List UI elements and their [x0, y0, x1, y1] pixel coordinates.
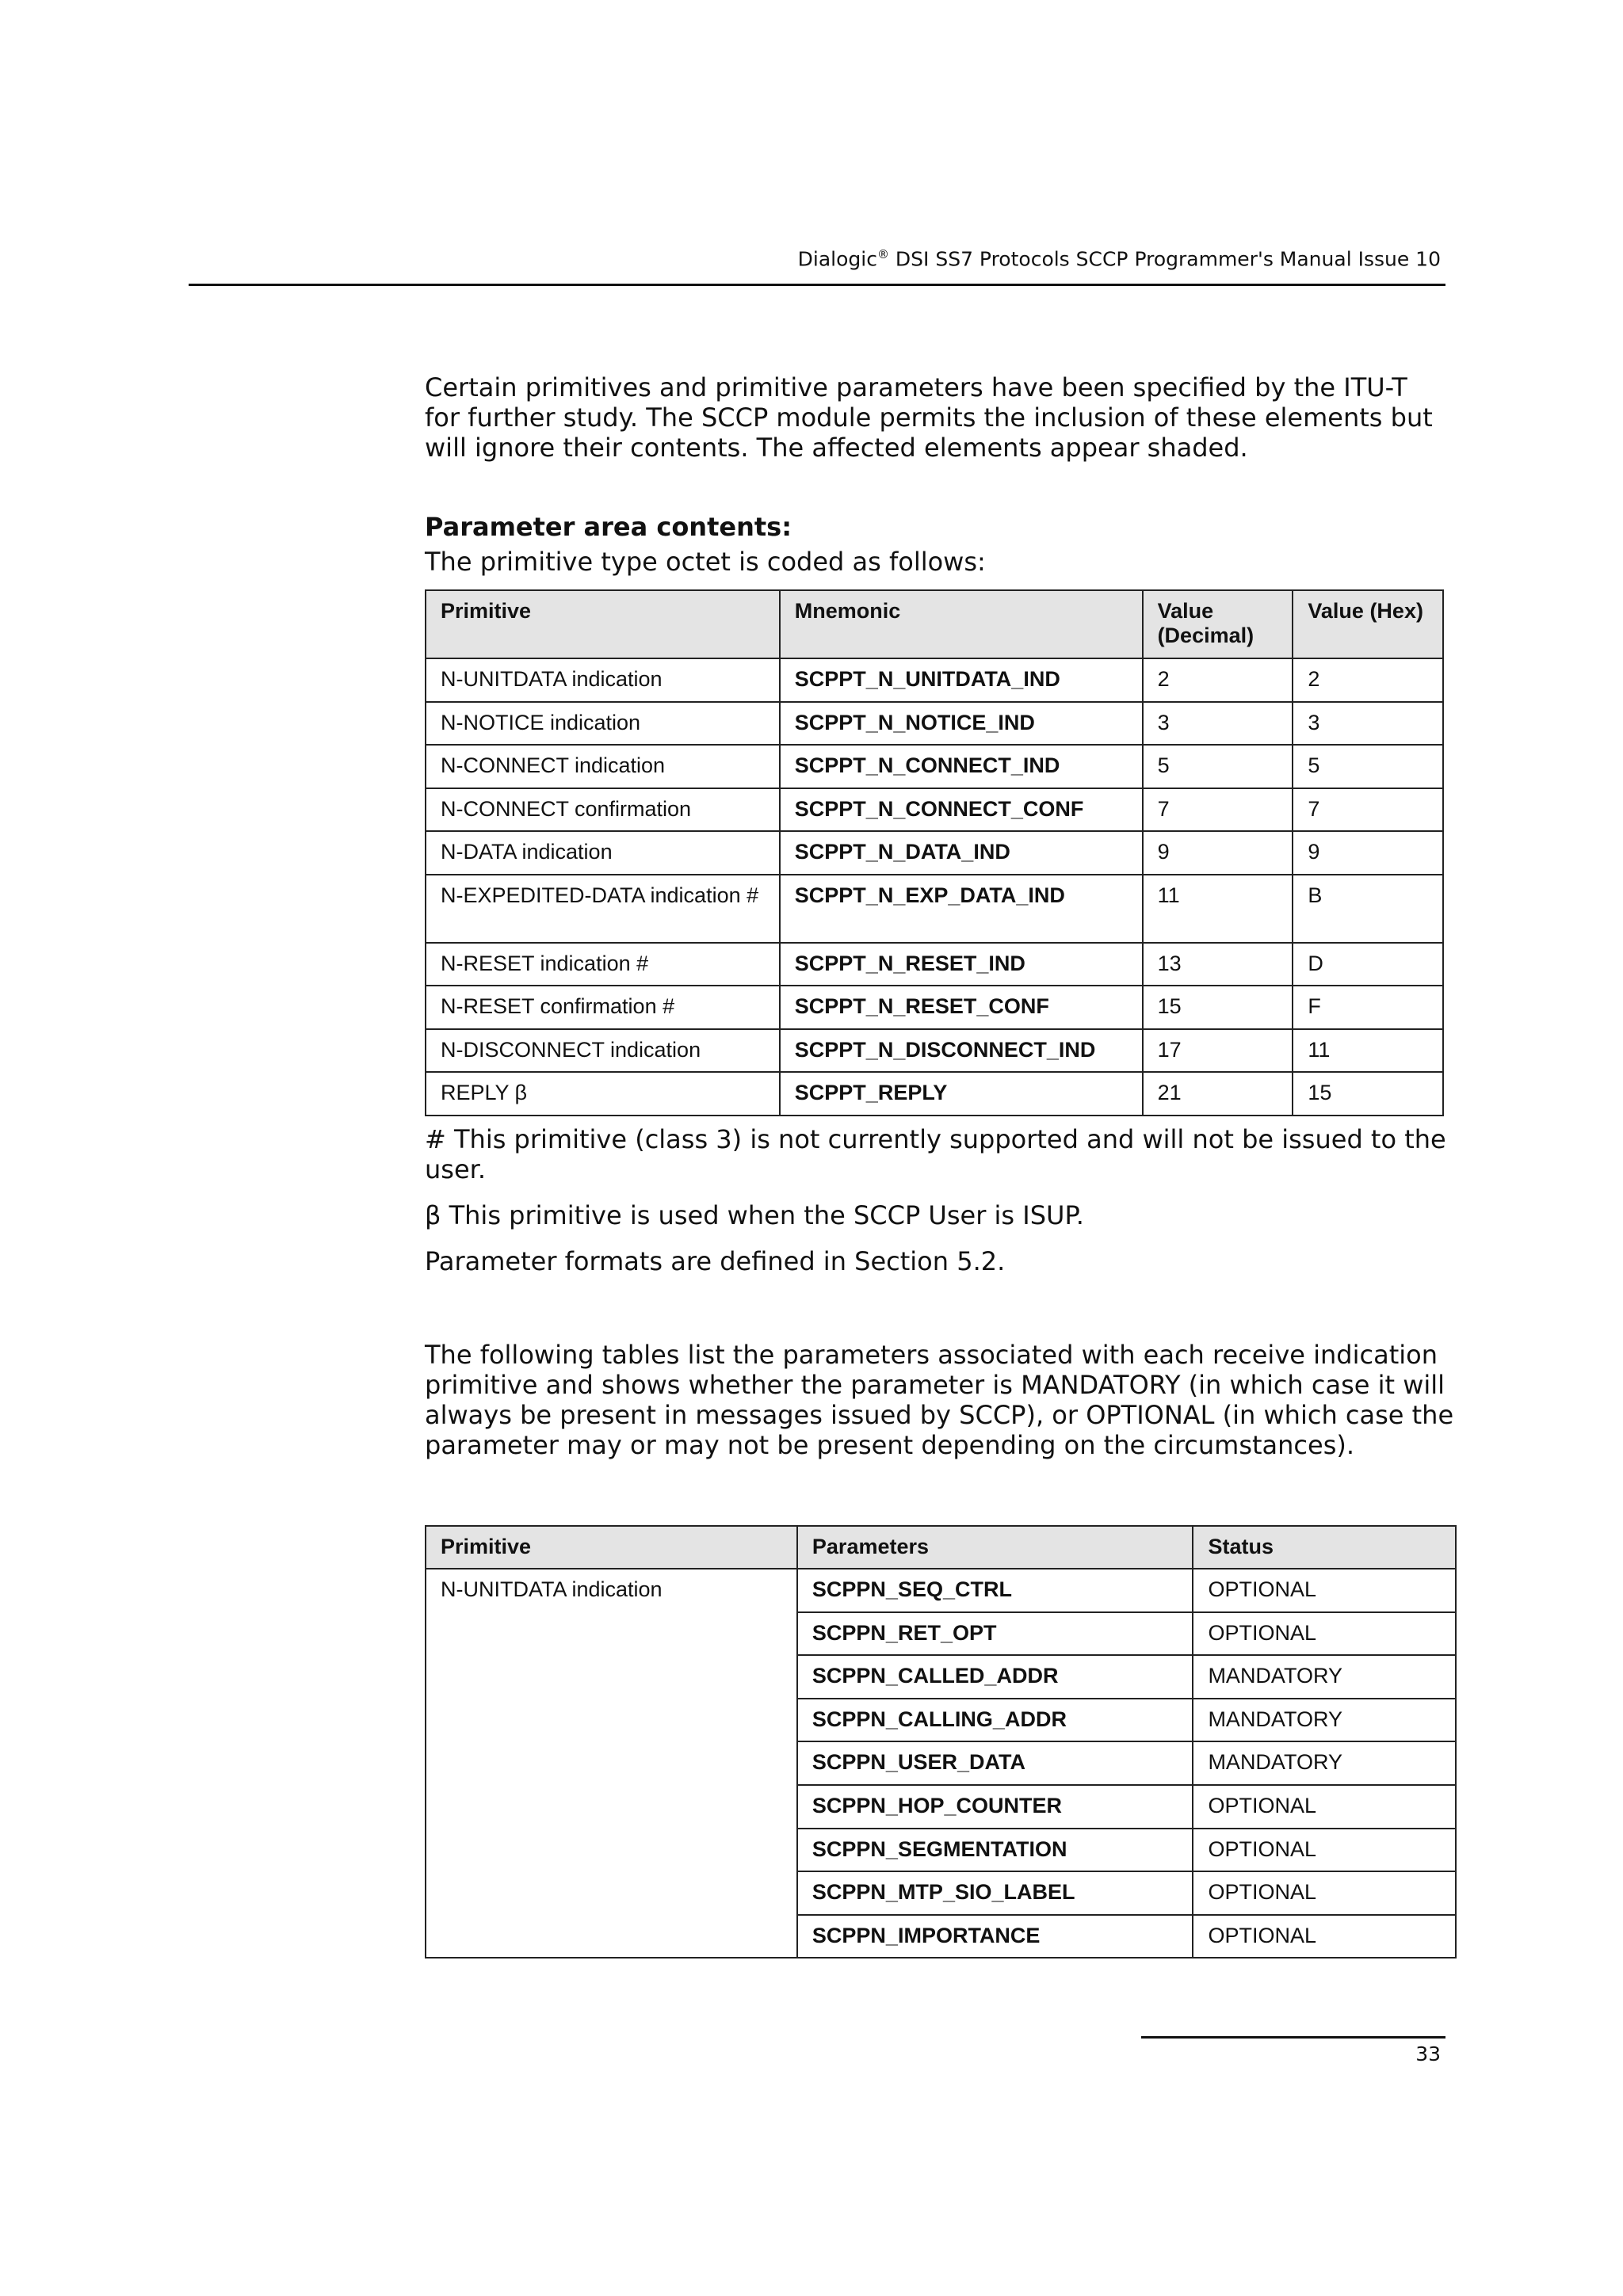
cell-mnemonic: SCPPT_REPLY — [780, 1072, 1143, 1116]
header-title: DSI SS7 Protocols SCCP Programmer's Manual Issue 10 — [895, 247, 1441, 271]
col-header-value-hex: Value (Hex) — [1293, 590, 1443, 658]
cell-primitive: REPLY β — [426, 1072, 780, 1116]
cell-parameter: SCPPN_RET_OPT — [797, 1612, 1193, 1656]
table-row — [426, 658, 1443, 702]
cell-parameter: SCPPN_USER_DATA — [797, 1741, 1193, 1785]
col-header-status: Status — [1193, 1526, 1456, 1569]
cell-decimal: 7 — [1143, 788, 1293, 832]
table-header-row — [426, 590, 1443, 658]
cell-decimal: 5 — [1143, 745, 1293, 788]
page-content — [425, 372, 1455, 1958]
cell-primitive: N-EXPEDITED-DATA indication # — [426, 875, 780, 943]
cell-primitive: N-NOTICE indication — [426, 702, 780, 746]
cell-hex: 15 — [1293, 1072, 1443, 1116]
cell-hex: F — [1293, 986, 1443, 1029]
header-rule — [189, 284, 1445, 286]
table-row — [426, 875, 1443, 943]
cell-mnemonic: SCPPT_N_UNITDATA_IND — [780, 658, 1143, 702]
cell-mnemonic: SCPPT_N_DISCONNECT_IND — [780, 1029, 1143, 1073]
parameters-table — [425, 1525, 1457, 1959]
section-lead: The primitive type octet is coded as follows: — [425, 547, 986, 577]
cell-mnemonic: SCPPT_N_CONNECT_CONF — [780, 788, 1143, 832]
col-header-parameters: Parameters — [797, 1526, 1193, 1569]
cell-hex: 2 — [1293, 658, 1443, 702]
cell-status: OPTIONAL — [1193, 1871, 1456, 1915]
cell-decimal: 2 — [1143, 658, 1293, 702]
table-row — [426, 986, 1443, 1029]
table-row — [426, 745, 1443, 788]
cell-parameter: SCPPN_MTP_SIO_LABEL — [797, 1871, 1193, 1915]
col-header-primitive: Primitive — [426, 1526, 797, 1569]
cell-parameter: SCPPN_IMPORTANCE — [797, 1915, 1193, 1958]
col-header-mnemonic: Mnemonic — [780, 590, 1143, 658]
col-header-primitive: Primitive — [426, 590, 780, 658]
cell-status: OPTIONAL — [1193, 1829, 1456, 1872]
cell-primitive: N-RESET indication # — [426, 943, 780, 986]
cell-parameter: SCPPN_SEGMENTATION — [797, 1829, 1193, 1872]
footer-rule — [1141, 2036, 1445, 2039]
cell-primitive: N-RESET confirmation # — [426, 986, 780, 1029]
cell-parameter: SCPPN_CALLED_ADDR — [797, 1655, 1193, 1699]
cell-hex: 3 — [1293, 702, 1443, 746]
cell-mnemonic: SCPPT_N_NOTICE_IND — [780, 702, 1143, 746]
cell-parameter: SCPPN_CALLING_ADDR — [797, 1699, 1193, 1742]
table-row — [426, 831, 1443, 875]
cell-decimal: 17 — [1143, 1029, 1293, 1073]
section-reference: Parameter formats are defined in Section 5.2. — [425, 1245, 1006, 1276]
cell-hex: D — [1293, 943, 1443, 986]
cell-parameter: SCPPN_HOP_COUNTER — [797, 1785, 1193, 1829]
cell-primitive: N-CONNECT indication — [426, 745, 780, 788]
cell-parameter: SCPPN_SEQ_CTRL — [797, 1569, 1193, 1612]
parameters-paragraph: The following tables list the parameters associated with each receive indication primitive and shows whether the parameter is MANDATORY (in which case it will always be present in messages issued by SCCP), or OPTIONAL (in which case the parameter may or may not be present depending on the circumstances). — [425, 1339, 1454, 1460]
section-heading: Parameter area contents: — [425, 512, 792, 542]
cell-mnemonic: SCPPT_N_CONNECT_IND — [780, 745, 1143, 788]
col-header-value-decimal: Value (Decimal) — [1143, 590, 1293, 658]
cell-mnemonic: SCPPT_N_EXP_DATA_IND — [780, 875, 1143, 943]
cell-status: OPTIONAL — [1193, 1915, 1456, 1958]
cell-decimal: 21 — [1143, 1072, 1293, 1116]
cell-decimal: 9 — [1143, 831, 1293, 875]
table-row — [426, 1029, 1443, 1073]
cell-hex: 5 — [1293, 745, 1443, 788]
table-header-row — [426, 1526, 1456, 1569]
cell-hex: B — [1293, 875, 1443, 943]
page-number: 33 — [1415, 2042, 1441, 2065]
cell-primitive: N-UNITDATA indication — [426, 1569, 797, 1958]
table-row — [426, 788, 1443, 832]
cell-status: OPTIONAL — [1193, 1612, 1456, 1656]
cell-mnemonic: SCPPT_N_RESET_IND — [780, 943, 1143, 986]
cell-decimal: 13 — [1143, 943, 1293, 986]
table-row — [426, 702, 1443, 746]
table-row — [426, 1072, 1443, 1116]
cell-status: MANDATORY — [1193, 1655, 1456, 1699]
registered-mark: ® — [876, 247, 889, 261]
cell-primitive: N-CONNECT confirmation — [426, 788, 780, 832]
table-row — [426, 1569, 1456, 1612]
cell-mnemonic: SCPPT_N_RESET_CONF — [780, 986, 1143, 1029]
intro-paragraph: Certain primitives and primitive parameters have been specified by the ITU-T for further study. The SCCP module permits the inclusion of these elements but will ignore their contents. The affected elements appear shaded. — [425, 372, 1433, 463]
footnote-hash: # This primitive (class 3) is not currently supported and will not be issued to the user. — [425, 1123, 1446, 1184]
cell-status: MANDATORY — [1193, 1699, 1456, 1742]
cell-decimal: 11 — [1143, 875, 1293, 943]
cell-status: OPTIONAL — [1193, 1785, 1456, 1829]
header-brand: Dialogic — [797, 247, 877, 271]
cell-decimal: 3 — [1143, 702, 1293, 746]
cell-hex: 11 — [1293, 1029, 1443, 1073]
cell-primitive: N-DATA indication — [426, 831, 780, 875]
running-header — [189, 247, 1445, 270]
primitive-type-table — [425, 589, 1444, 1116]
cell-hex: 9 — [1293, 831, 1443, 875]
table-row — [426, 943, 1443, 986]
cell-status: MANDATORY — [1193, 1741, 1456, 1785]
footnote-beta: β This primitive is used when the SCCP User is ISUP. — [425, 1199, 1084, 1230]
cell-hex: 7 — [1293, 788, 1443, 832]
cell-primitive: N-UNITDATA indication — [426, 658, 780, 702]
cell-status: OPTIONAL — [1193, 1569, 1456, 1612]
cell-decimal: 15 — [1143, 986, 1293, 1029]
cell-primitive: N-DISCONNECT indication — [426, 1029, 780, 1073]
cell-mnemonic: SCPPT_N_DATA_IND — [780, 831, 1143, 875]
